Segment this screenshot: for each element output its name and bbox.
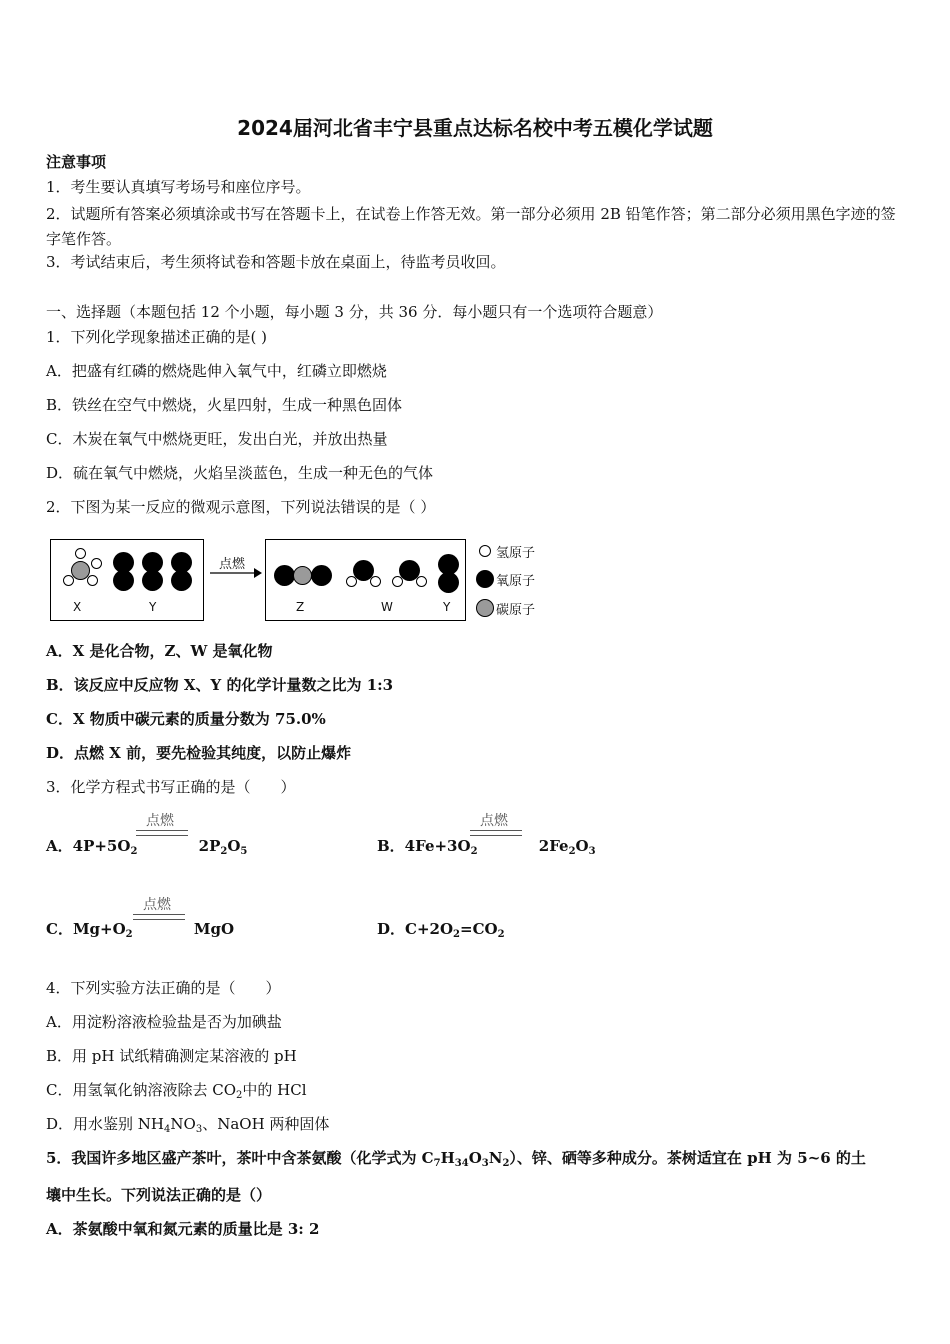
q5-option-a: A．茶氨酸中氧和氮元素的质量比是 3: 2 xyxy=(46,1220,320,1238)
hydrogen-atom xyxy=(370,576,381,587)
oxygen-atom xyxy=(113,570,134,591)
hydrogen-atom xyxy=(346,576,357,587)
q1-option-a: A．把盛有红磷的燃烧匙伸入氧气中，红磷立即燃烧 xyxy=(46,362,387,380)
q3-stem: 3．化学方程式书写正确的是（ ） xyxy=(46,778,296,796)
legend-oxygen-label: 氧原子 xyxy=(496,574,536,589)
q5-stem-line2: 壤中生长。下列说法正确的是（） xyxy=(46,1186,272,1204)
q3-option-c: C．$Mg+O_2$ MgO xyxy=(46,920,235,940)
carbon-atom xyxy=(293,566,312,585)
q2-option-d: D．点燃 X 前，要先检验其纯度，以防止爆炸 xyxy=(46,744,352,762)
q4-option-c: C．用氢氧化钠溶液除去 $CO_2$中的 HCl xyxy=(46,1081,307,1101)
legend-carbon-icon xyxy=(476,599,494,617)
q1-option-c: C．木炭在氧气中燃烧更旺，发出白光，并放出热量 xyxy=(46,430,388,448)
label-w: W xyxy=(381,600,393,614)
label-y2: Y xyxy=(443,600,451,614)
oxygen-atom xyxy=(274,565,295,586)
q3-b-condition: 点燃 xyxy=(480,813,508,829)
hydrogen-atom xyxy=(416,576,427,587)
hydrogen-atom xyxy=(63,575,74,586)
hydrogen-atom xyxy=(75,548,86,559)
q1-stem: 1．下列化学现象描述正确的是( ) xyxy=(46,328,268,346)
page-title: 2024届河北省丰宁县重点达标名校中考五模化学试题 xyxy=(237,116,713,140)
product-box xyxy=(265,539,466,621)
hydrogen-atom xyxy=(392,576,403,587)
q4-option-b: B．用 pH 试纸精确测定某溶液的 pH xyxy=(46,1047,297,1065)
q2-stem: 2．下图为某一反应的微观示意图，下列说法错误的是（ ） xyxy=(46,498,436,516)
q1-option-d: D．硫在氧气中燃烧，火焰呈淡蓝色，生成一种无色的气体 xyxy=(46,464,434,482)
label-z: Z xyxy=(296,600,305,614)
q4-option-a: A．用淀粉溶液检验盐是否为加碘盐 xyxy=(46,1013,282,1031)
notice-heading: 注意事项 xyxy=(46,153,107,171)
q2-option-b: B．该反应中反应物 X、Y 的化学计量数之比为 1:3 xyxy=(46,676,394,694)
oxygen-atom xyxy=(438,572,459,593)
q3-a-condition: 点燃 xyxy=(146,813,174,829)
notice-item-3: 3．考试结束后，考生须将试卷和答题卡放在桌面上，待监考员收回。 xyxy=(46,253,506,271)
q3-c-condition: 点燃 xyxy=(143,897,171,913)
legend-hydrogen-icon xyxy=(479,545,491,557)
label-y: Y xyxy=(149,600,157,614)
section-heading: 一、选择题（本题包括 12 个小题，每小题 3 分，共 36 分．每小题只有一个选项符合题意） xyxy=(46,303,663,321)
q2-option-a: A．X 是化合物，Z、W 是氧化物 xyxy=(46,642,273,660)
hydrogen-atom xyxy=(91,558,102,569)
q1-option-b: B．铁丝在空气中燃烧，火星四射，生成一种黑色固体 xyxy=(46,396,403,414)
oxygen-atom xyxy=(171,570,192,591)
notice-item-1: 1．考生要认真填写考场号和座位序号。 xyxy=(46,178,311,196)
legend-carbon-label: 碳原子 xyxy=(496,603,536,618)
q3-option-b: B．$4Fe+3O_2$ $2Fe_2O_3$ xyxy=(377,837,596,857)
legend-oxygen-icon xyxy=(476,570,494,588)
q4-option-d: D．用水鉴别 $NH_4NO_3$、NaOH 两种固体 xyxy=(46,1115,330,1135)
oxygen-atom xyxy=(311,565,332,586)
q5-stem-line1: 5．我国许多地区盛产茶叶，茶叶中含茶氨酸（化学式为 $C_7H_{34}O_3N_2$）、锌、硒等多种成分。茶树适宜在 pH 为 5~6 的土 xyxy=(46,1149,866,1169)
notice-item-2: 2．试题所有答案必须填涂或书写在答题卡上，在试卷上作答无效。第一部分必须用 2B 铅笔作答；第二部分必须用黑色字迹的签字笔作答。 xyxy=(46,205,896,248)
reactant-box xyxy=(50,539,204,621)
label-x: X xyxy=(73,600,82,614)
legend-hydrogen-label: 氢原子 xyxy=(496,546,536,561)
q3-option-d: D．$C+2O_2=CO_2$ xyxy=(377,920,505,940)
hydrogen-atom xyxy=(87,575,98,586)
arrow-condition: 点燃 xyxy=(219,557,246,572)
q4-stem: 4．下列实验方法正确的是（ ） xyxy=(46,979,281,997)
oxygen-atom xyxy=(142,570,163,591)
q2-option-c: C．X 物质中碳元素的质量分数为 75.0% xyxy=(46,710,326,728)
q3-option-a: A．$4P+5O_2$ $2P_2O_5$ xyxy=(46,837,248,857)
arrow-icon xyxy=(210,566,262,580)
